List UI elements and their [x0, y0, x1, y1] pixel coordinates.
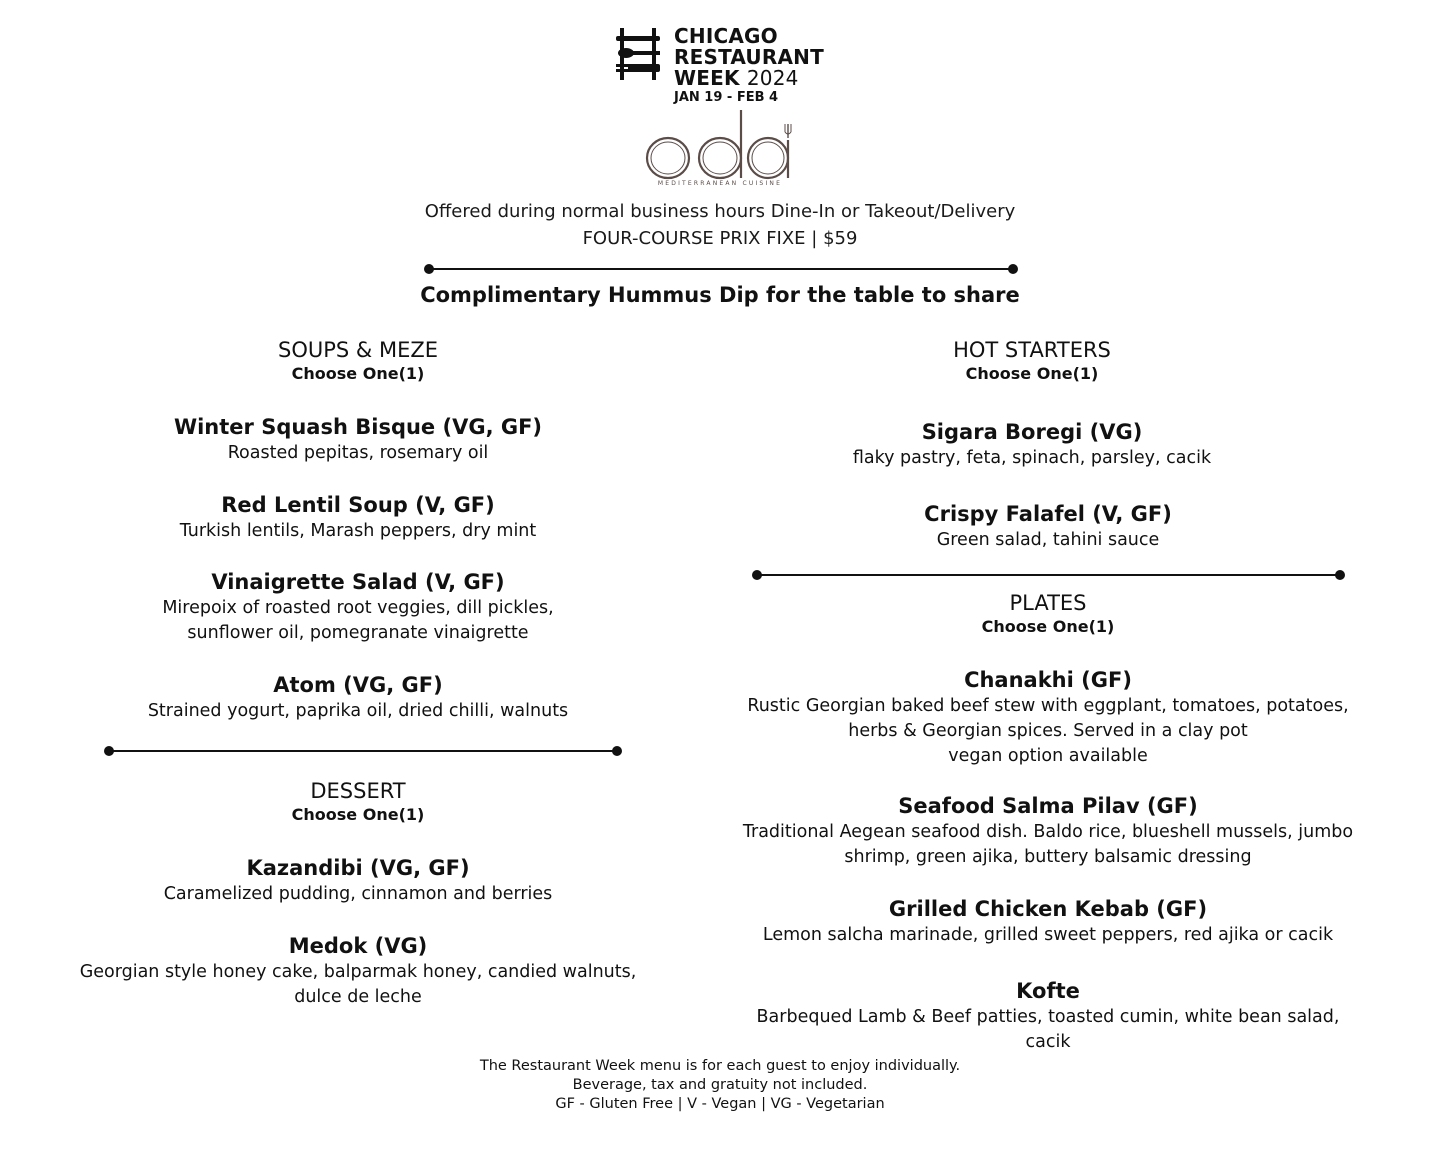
menu-item — [58, 671, 658, 724]
intro-line-1: Offered during normal business hours Dine-In or Takeout/Delivery — [424, 201, 1016, 222]
item-description: dulce de leche — [294, 987, 422, 1007]
choose-one-label: Choose One(1) — [291, 364, 425, 383]
crw-line1: CHICAGO — [674, 24, 778, 48]
footer-line-2: Beverage, tax and gratuity not included. — [572, 1077, 868, 1093]
footer-line-3: GF - Gluten Free | V - Vegan | VG - Vegetarian — [555, 1096, 885, 1112]
item-description: flaky pastry, feta, spinach, parsley, cacik — [852, 448, 1212, 468]
footer-line-1: The Restaurant Week menu is for each guest to enjoy individually. — [479, 1058, 961, 1074]
menu-item — [688, 792, 1408, 870]
item-name: Vinaigrette Salad (V, GF) — [211, 570, 505, 594]
crw-line2: RESTAURANT — [674, 45, 824, 69]
item-description: Turkish lentils, Marash peppers, dry mint — [179, 521, 537, 541]
item-name: Sigara Boregi (VG) — [921, 420, 1143, 444]
item-name: Kofte — [1016, 979, 1080, 1003]
choose-one-label: Choose One(1) — [291, 805, 425, 824]
complimentary-hummus-line: Complimentary Hummus Dip for the table to share — [420, 283, 1020, 307]
menu-item — [688, 895, 1408, 948]
oda-restaurant-logo — [640, 106, 800, 192]
item-description: shrimp, green ajika, buttery balsamic dressing — [844, 847, 1252, 867]
menu-item — [58, 854, 658, 907]
item-description: Rustic Georgian baked beef stew with eggplant, tomatoes, potatoes, — [747, 696, 1349, 716]
crw-dates: JAN 19 - FEB 4 — [674, 90, 779, 105]
menu-item — [58, 491, 658, 544]
section-dessert — [58, 778, 658, 826]
item-description: sunflower oil, pomegranate vinaigrette — [187, 623, 529, 643]
item-description: Roasted pepitas, rosemary oil — [227, 443, 489, 463]
divider-left — [108, 750, 618, 752]
item-description: Caramelized pudding, cinnamon and berries — [163, 884, 553, 904]
divider-dot — [424, 264, 434, 274]
item-description: Mirepoix of roasted root veggies, dill pickles, — [162, 598, 554, 618]
item-name: Kazandibi (VG, GF) — [246, 856, 470, 880]
section-title: SOUPS & MEZE — [278, 338, 438, 362]
item-name: Atom (VG, GF) — [273, 673, 443, 697]
menu-item — [688, 977, 1408, 1055]
menu-item — [58, 413, 658, 466]
section-soups-meze — [58, 337, 658, 385]
item-description: Green salad, tahini sauce — [936, 530, 1160, 550]
item-description: cacik — [1025, 1032, 1071, 1052]
crw-wordmark — [674, 26, 824, 89]
menu-item — [732, 418, 1332, 471]
divider-dot — [1335, 570, 1345, 580]
section-title: HOT STARTERS — [953, 338, 1111, 362]
menu-item — [58, 568, 658, 646]
section-title: DESSERT — [310, 779, 406, 803]
choose-one-label: Choose One(1) — [981, 617, 1115, 636]
section-hot-starters — [732, 337, 1332, 385]
item-description: Lemon salcha marinade, grilled sweet peppers, red ajika or cacik — [762, 925, 1334, 945]
divider-dot — [1008, 264, 1018, 274]
item-description: Georgian style honey cake, balparmak honey, candied walnuts, — [79, 962, 637, 982]
crw-year: 2024 — [746, 66, 799, 90]
item-description: Barbequed Lamb & Beef patties, toasted cumin, white bean salad, — [756, 1007, 1340, 1027]
oda-subtitle: MEDITERRANEAN CUISINE — [657, 180, 783, 187]
item-name: Red Lentil Soup (V, GF) — [221, 493, 495, 517]
section-title: PLATES — [1009, 591, 1087, 615]
item-name: Crispy Falafel (V, GF) — [924, 502, 1172, 526]
item-name: Seafood Salma Pilav (GF) — [898, 794, 1198, 818]
divider-right — [756, 574, 1341, 576]
menu-item — [748, 500, 1348, 553]
oda-wordmark-graphic — [640, 106, 800, 180]
crw-line3 — [674, 68, 824, 89]
item-description: Traditional Aegean seafood dish. Baldo rice, blueshell mussels, jumbo — [742, 822, 1354, 842]
item-name: Medok (VG) — [288, 934, 428, 958]
intro-line-2: FOUR-COURSE PRIX FIXE | $59 — [582, 228, 858, 249]
chicago-restaurant-week-logo — [612, 26, 842, 106]
item-name: Winter Squash Bisque (VG, GF) — [173, 415, 543, 439]
item-description: herbs & Georgian spices. Served in a clay pot — [848, 721, 1248, 741]
menu-item — [688, 666, 1408, 769]
item-name: Chanakhi (GF) — [964, 668, 1132, 692]
divider-top — [428, 268, 1014, 270]
section-plates — [748, 590, 1348, 638]
divider-dot — [612, 746, 622, 756]
item-description: Strained yogurt, paprika oil, dried chilli, walnuts — [147, 701, 569, 721]
item-description: vegan option available — [948, 746, 1148, 766]
item-name: Grilled Chicken Kebab (GF) — [888, 897, 1208, 921]
divider-dot — [752, 570, 762, 580]
cutlery-icon — [612, 28, 664, 80]
divider-dot — [104, 746, 114, 756]
crw-week: WEEK — [674, 66, 740, 90]
choose-one-label: Choose One(1) — [965, 364, 1099, 383]
menu-item — [18, 932, 698, 1010]
